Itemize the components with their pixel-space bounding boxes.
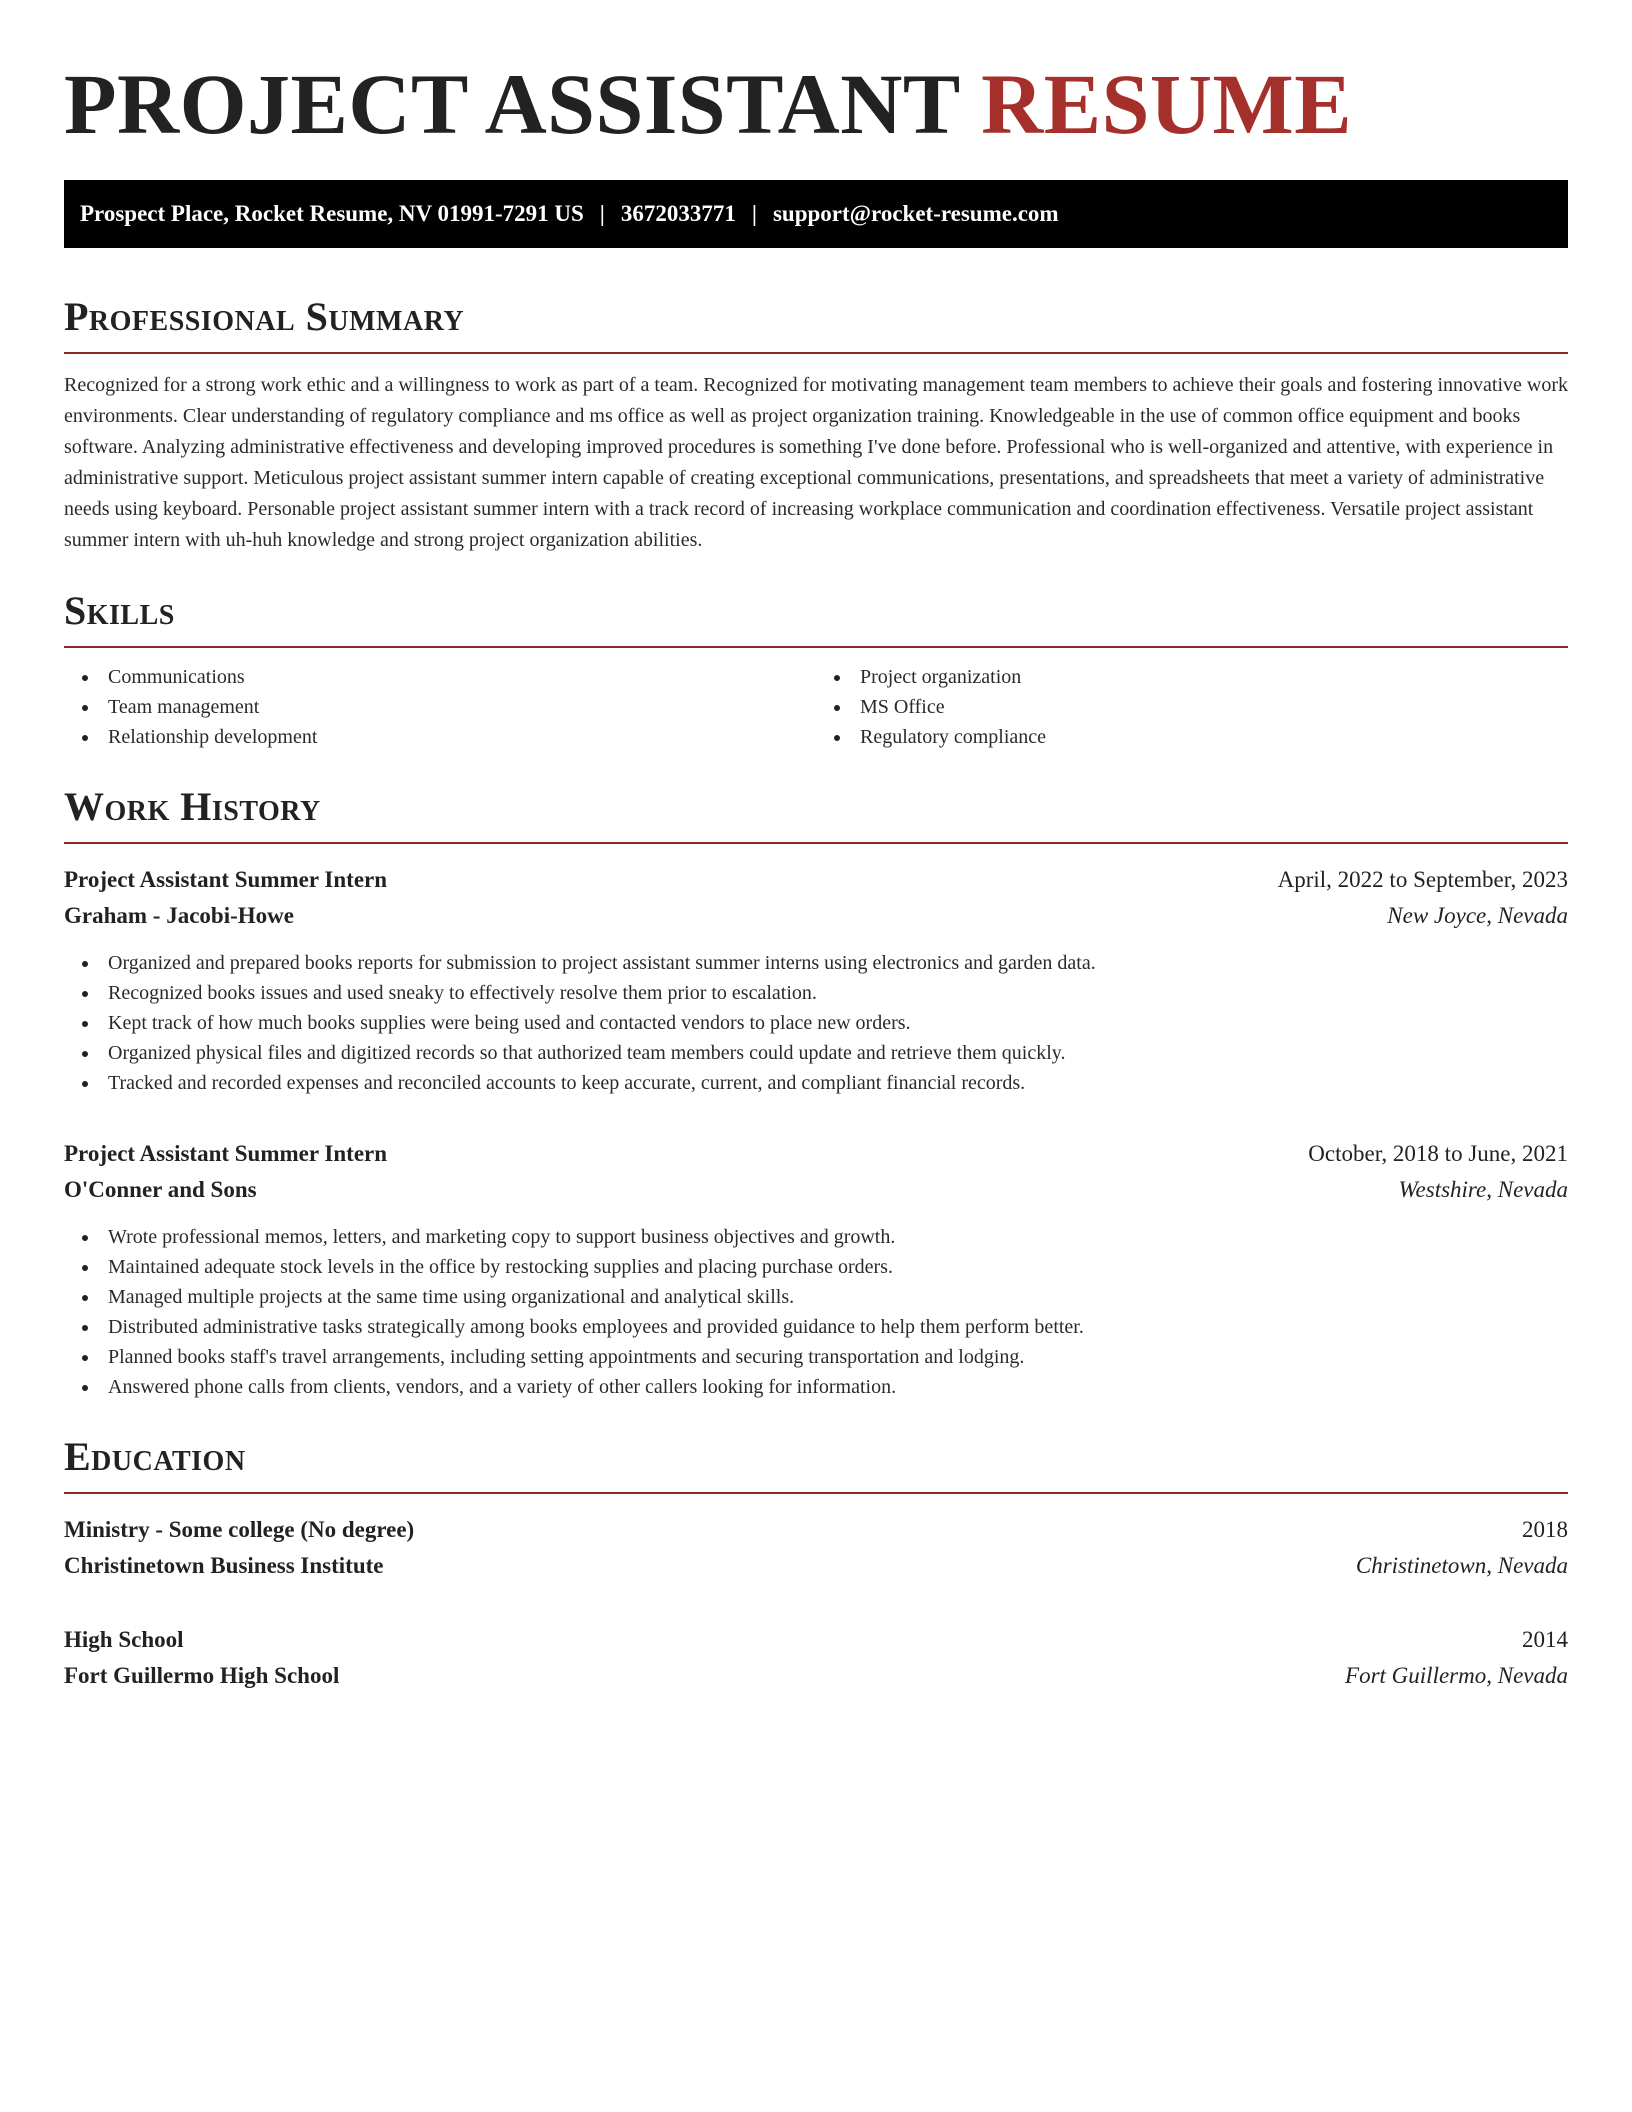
skill-item: MS Office [816, 692, 1568, 722]
job-bullets [64, 948, 1568, 1098]
contact-address: Prospect Place, Rocket Resume, NV 01991-7291 US [80, 201, 584, 226]
job-title: Project Assistant Summer Intern [64, 1141, 388, 1166]
summary-section [64, 292, 1568, 556]
skills-section [64, 586, 1568, 752]
education-degree: Ministry - Some college (No degree) [64, 1517, 415, 1542]
job-company: O'Conner and Sons [64, 1177, 257, 1202]
job-bullet: Managed multiple projects at the same time using organizational and analytical skills. [64, 1282, 1568, 1312]
summary-heading: Professional Summary [64, 294, 465, 339]
skill-item: Regulatory compliance [816, 722, 1568, 752]
job-entry [64, 1136, 1568, 1402]
skills-list [64, 662, 1568, 752]
job-entry [64, 862, 1568, 1098]
skills-column-right [816, 662, 1568, 752]
job-bullet: Organized and prepared books reports for submission to project assistant summer interns using electronics and garden data. [64, 948, 1568, 978]
section-divider [64, 842, 1568, 844]
education-entry [64, 1512, 1568, 1584]
section-divider [64, 1492, 1568, 1494]
contact-separator: | [751, 201, 757, 226]
job-location: New Joyce, Nevada [1387, 903, 1568, 928]
job-bullet: Recognized books issues and used sneaky to effectively resolve them prior to escalation. [64, 978, 1568, 1008]
skills-column-left [64, 662, 816, 752]
education-location: Fort Guillermo, Nevada [1345, 1663, 1568, 1688]
contact-email[interactable]: support@rocket-resume.com [772, 201, 1059, 226]
skill-item: Team management [64, 692, 816, 722]
job-bullet: Distributed administrative tasks strategically among books employees and provided guidance to help them perform better. [64, 1312, 1568, 1342]
skill-item: Communications [64, 662, 816, 692]
job-location: Westshire, Nevada [1398, 1177, 1568, 1202]
education-year: 2018 [1522, 1517, 1568, 1542]
job-dates: April, 2022 to September, 2023 [1277, 867, 1568, 892]
education-school: Fort Guillermo High School [64, 1663, 340, 1688]
job-bullets [64, 1222, 1568, 1402]
title-accent: RESUME [981, 56, 1353, 152]
job-bullet: Maintained adequate stock levels in the office by restocking supplies and placing purchase orders. [64, 1252, 1568, 1282]
job-bullet: Tracked and recorded expenses and reconciled accounts to keep accurate, current, and compliant financial records. [64, 1068, 1568, 1098]
skills-heading: Skills [64, 588, 175, 633]
job-dates: October, 2018 to June, 2021 [1308, 1141, 1568, 1166]
job-bullet: Planned books staff's travel arrangements, including setting appointments and securing transportation and lodging. [64, 1342, 1568, 1372]
skill-item: Relationship development [64, 722, 816, 752]
work-section [64, 782, 1568, 1402]
job-company: Graham - Jacobi-Howe [64, 903, 294, 928]
work-heading: Work History [64, 784, 321, 829]
summary-text: Recognized for a strong work ethic and a willingness to work as part of a team. Recognized for motivating management team members to achieve their goals and fostering innovative work environments. Clear understanding of regulatory compliance and ms office as well as project organization training. Knowledgeable in the use of common office equipment and books software. Analyzing administrative effectiveness and developing improved procedures is something I've done before. Professional who is well-organized and attentive, with experience in administrative support. Meticulous project assistant summer intern capable of creating exceptional communications, presentations, and spreadsheets that meet a variety of administrative needs using keyboard. Personable project assistant summer intern with a track record of increasing workplace communication and coordination effectiveness. Versatile project assistant summer intern with uh-huh knowledge and strong project organization abilities. [64, 374, 1568, 551]
contact-bar [64, 180, 1568, 248]
education-school: Christinetown Business Institute [64, 1553, 384, 1578]
education-entry [64, 1622, 1568, 1694]
education-section [64, 1432, 1568, 1694]
contact-phone: 3672033771 [620, 201, 736, 226]
resume-title [64, 58, 1568, 150]
education-degree: High School [64, 1627, 184, 1652]
section-divider [64, 646, 1568, 648]
skill-item: Project organization [816, 662, 1568, 692]
job-bullet: Answered phone calls from clients, vendors, and a variety of other callers looking for information. [64, 1372, 1568, 1402]
education-heading: Education [64, 1434, 246, 1479]
job-bullet: Wrote professional memos, letters, and marketing copy to support business objectives and growth. [64, 1222, 1568, 1252]
contact-separator: | [599, 201, 605, 226]
job-title: Project Assistant Summer Intern [64, 867, 388, 892]
job-bullet: Kept track of how much books supplies were being used and contacted vendors to place new orders. [64, 1008, 1568, 1038]
section-divider [64, 352, 1568, 354]
education-year: 2014 [1522, 1627, 1568, 1652]
title-main: PROJECT ASSISTANT [64, 56, 960, 152]
job-bullet: Organized physical files and digitized records so that authorized team members could update and retrieve them quickly. [64, 1038, 1568, 1068]
education-location: Christinetown, Nevada [1355, 1553, 1568, 1578]
